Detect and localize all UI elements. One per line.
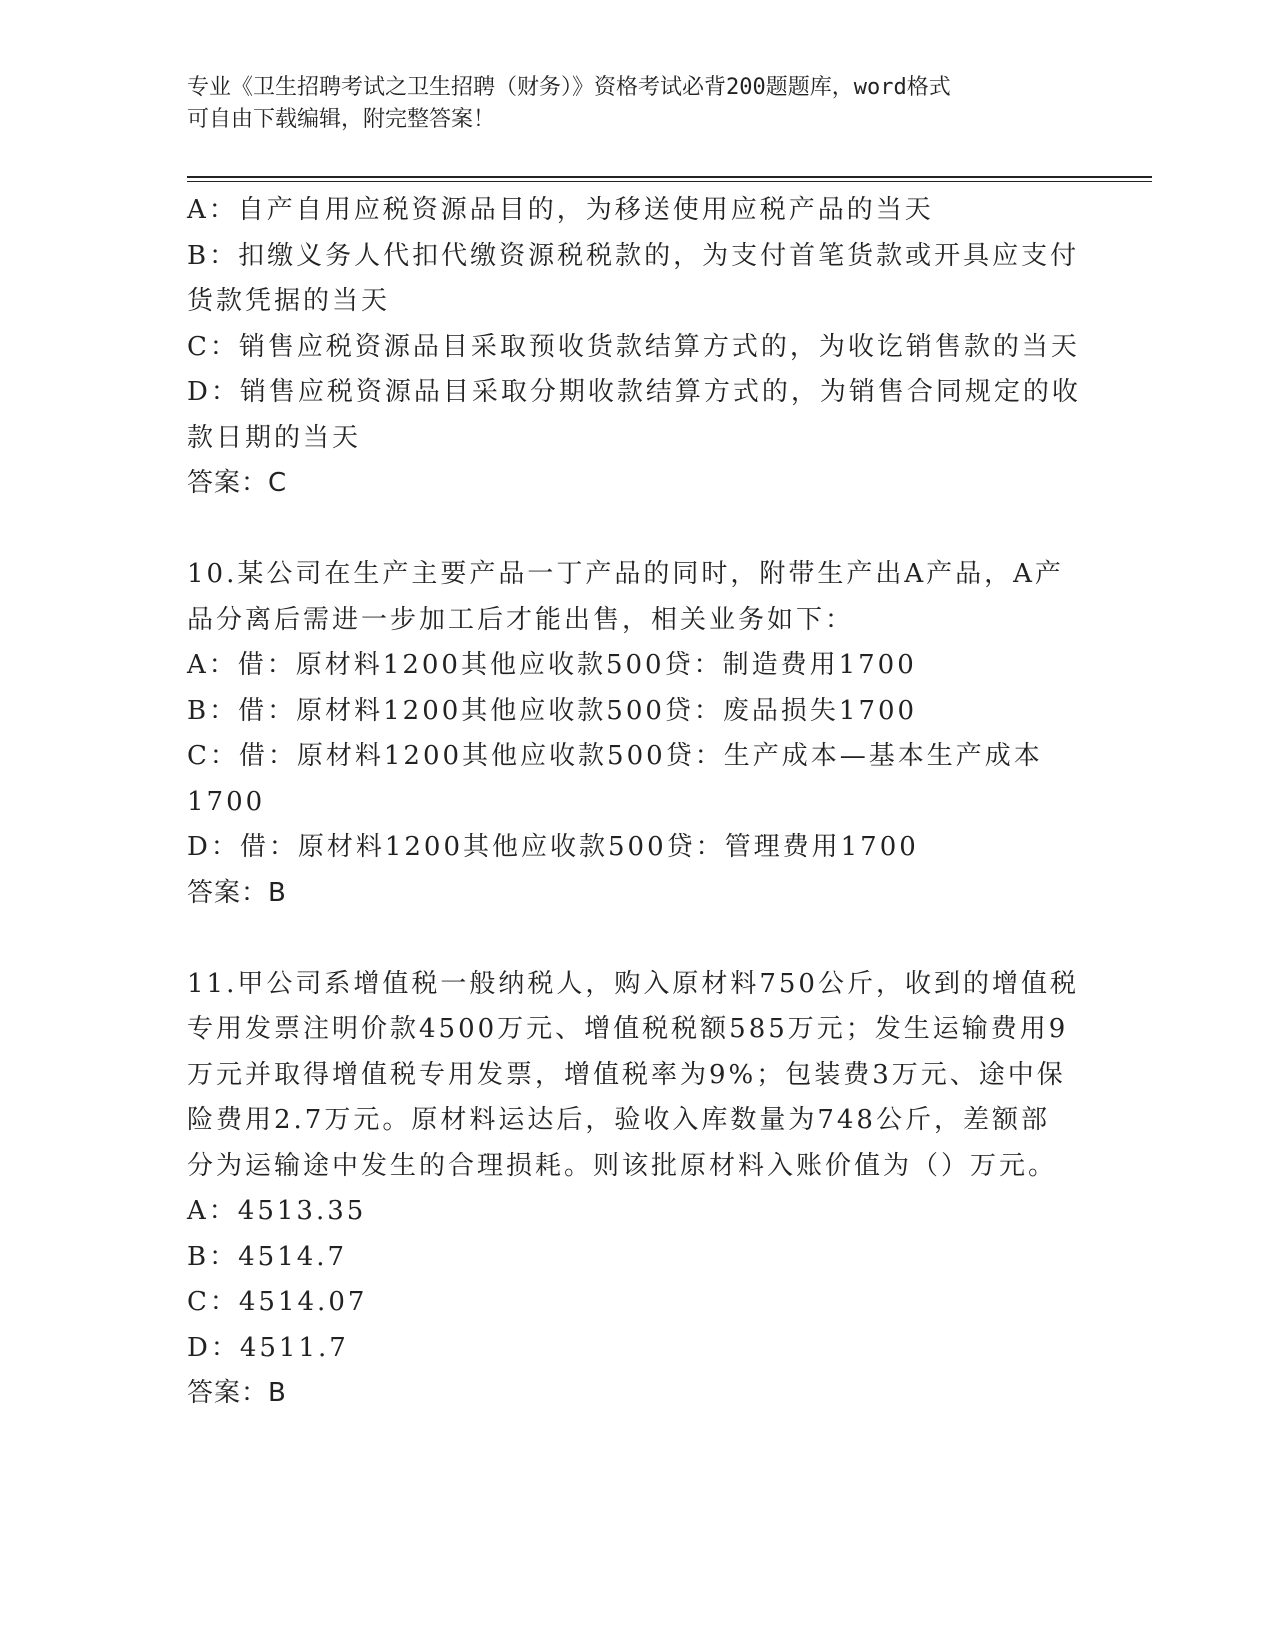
option-d-continued: 款日期的当天 [187,422,362,453]
question-stem: 险费用2.7万元。原材料运达后，验收入库数量为748公斤，差额部 [187,1105,1050,1135]
option-d: D：借：原材料1200其他应收款500贷：管理费用1700 [187,832,919,862]
question-stem: 分为运输途中发生的合理损耗。则该批原材料入账价值为（）万元。 [187,1150,1058,1181]
option-d: D：销售应税资源品目采取分期收款结算方式的，为销售合同规定的收 [187,377,1081,407]
question-list [187,188,1081,1417]
option-d: D：4511.7 [187,1332,349,1363]
answer: 答案：C [187,468,288,498]
option-b: B：4514.7 [187,1241,348,1272]
question-stem: 10.某公司在生产主要产品一丁产品的同时，附带生产出A产品，A产 [187,559,1064,589]
question-9 [187,188,1081,507]
option-c: C：借：原材料1200其他应收款500贷：生产成本—基本生产成本 [187,741,1043,771]
option-a: A：自产自用应税资源品目的，为移送使用应税产品的当天 [187,195,934,225]
spacer [187,507,1067,553]
question-stem: 万元并取得增值税专用发票，增值税率为9%；包装费3万元、途中保 [187,1059,1066,1090]
option-c: C：4514.07 [187,1287,368,1317]
option-a: A：4513.35 [187,1196,367,1226]
answer: 答案：B [187,877,287,908]
option-b: B：借：原材料1200其他应收款500贷：废品损失1700 [187,695,918,726]
question-10 [187,552,1067,916]
option-b-continued: 货款凭据的当天 [187,286,391,316]
question-stem: 品分离后需进一步加工后才能出售，相关业务如下： [187,604,855,635]
option-a: A：借：原材料1200其他应收款500贷：制造费用1700 [187,650,917,680]
header-divider-thin [187,181,1152,182]
header-line: 可自由下载编辑，附完整答案！ [187,107,496,132]
option-b: B：扣缴义务人代扣代缴资源税税款的，为支付首笔货款或开具应支付 [187,240,1080,271]
question-stem: 11.甲公司系增值税一般纳税人，购入原材料750公斤，收到的增值税 [187,968,1079,999]
answer: 答案：B [187,1378,287,1408]
option-c: C：销售应税资源品目采取预收货款结算方式的，为收讫销售款的当天 [187,331,1080,362]
question-stem: 专用发票注明价款4500万元、增值税税额585万元；发生运输费用9 [187,1014,1069,1044]
question-11 [187,962,1079,1417]
spacer [187,916,1067,962]
document-header [187,72,1067,136]
option-c-continued: 1700 [187,786,266,817]
header-divider [187,176,1152,178]
header-line: 专业《卫生招聘考试之卫生招聘（财务）》资格考试必背200题题库，word格式 [187,75,951,100]
